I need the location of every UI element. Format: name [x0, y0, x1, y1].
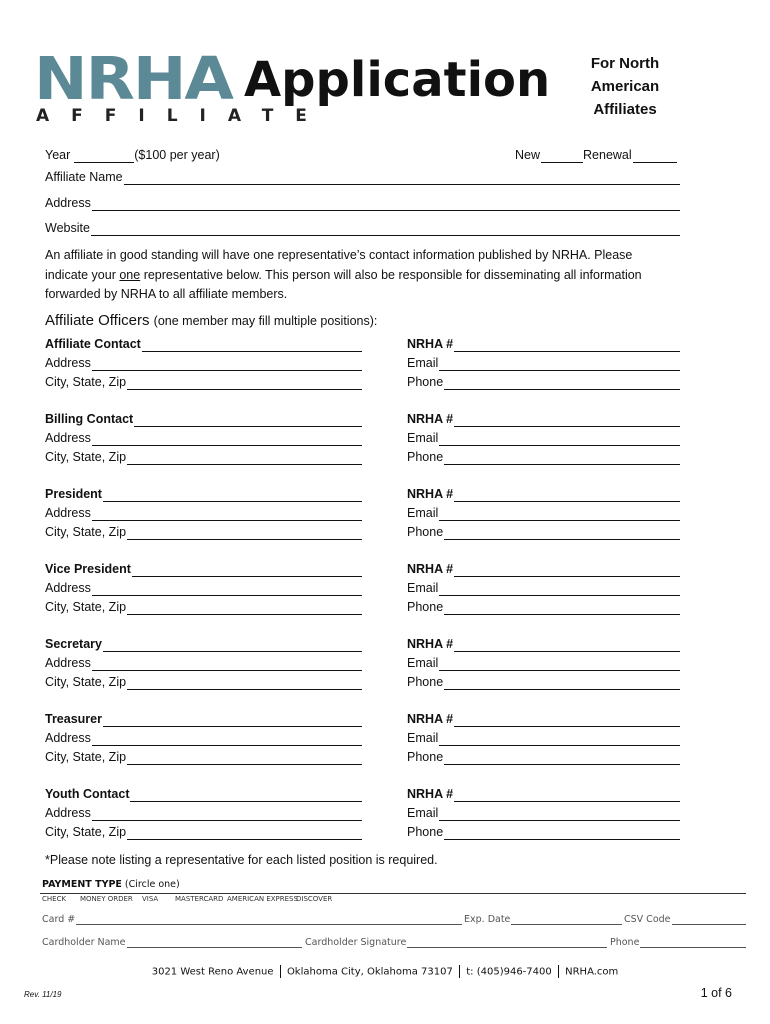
affiliate-contact-email-field[interactable]	[407, 356, 680, 371]
payment-type-discover[interactable]: DISCOVER	[296, 895, 333, 903]
payment-type-money-order[interactable]: MONEY ORDER	[80, 895, 133, 903]
affiliate-contact-city-state-zip-input-line[interactable]	[127, 377, 362, 390]
treasurer-name-label: Treasurer	[45, 712, 102, 726]
payment-type-amex[interactable]: AMERICAN EXPRESS	[227, 895, 298, 903]
treasurer-phone-field[interactable]	[407, 750, 680, 765]
president-phone-input-line[interactable]	[444, 527, 680, 540]
president-city-state-zip-label: City, State, Zip	[45, 525, 127, 539]
vice-president-address-field[interactable]	[45, 581, 362, 596]
affiliate-name-label: Affiliate Name	[45, 170, 123, 184]
footer-address: 3021 West Reno Avenue	[151, 966, 274, 978]
vice-president-nrha-number-input-line[interactable]	[454, 564, 680, 577]
cardholder-signature-label: Cardholder Signature	[305, 937, 407, 948]
treasurer-address-label: Address	[45, 731, 91, 745]
youth-contact-name-field[interactable]	[45, 787, 362, 802]
year-label: Year	[45, 148, 71, 162]
secretary-nrha-number-input-line[interactable]	[454, 639, 680, 652]
billing-contact-name-input-line[interactable]	[134, 414, 362, 427]
secretary-phone-label: Phone	[407, 675, 444, 689]
audience-line-1: For North	[590, 55, 660, 72]
secretary-address-field[interactable]	[45, 656, 362, 671]
payment-divider	[40, 893, 746, 894]
page-title: Application	[244, 52, 551, 108]
payment-heading	[42, 879, 180, 890]
exp-date-label: Exp. Date	[464, 914, 511, 925]
renewal-label: Renewal	[583, 148, 632, 162]
billing-contact-phone-field[interactable]	[407, 450, 680, 465]
president-email-field[interactable]	[407, 506, 680, 521]
address-input-line[interactable]	[92, 198, 680, 211]
affiliate-contact-name-label: Affiliate Contact	[45, 337, 141, 351]
year-input-line[interactable]	[74, 150, 134, 163]
officers-heading	[45, 312, 377, 329]
youth-contact-phone-label: Phone	[407, 825, 444, 839]
youth-contact-name-label: Youth Contact	[45, 787, 130, 801]
affiliate-contact-phone-field[interactable]	[407, 375, 680, 390]
affiliate-contact-nrha-number-input-line[interactable]	[454, 339, 680, 352]
vice-president-phone-label: Phone	[407, 600, 444, 614]
billing-contact-nrha-number-input-line[interactable]	[454, 414, 680, 427]
billing-contact-city-state-zip-field[interactable]	[45, 450, 362, 465]
vice-president-address-input-line[interactable]	[92, 583, 362, 596]
youth-contact-phone-input-line[interactable]	[444, 827, 680, 840]
cardholder-name-input-line[interactable]	[127, 938, 302, 948]
cardholder-phone-input-line[interactable]	[640, 938, 746, 948]
president-city-state-zip-field[interactable]	[45, 525, 362, 540]
president-city-state-zip-input-line[interactable]	[127, 527, 362, 540]
secretary-phone-input-line[interactable]	[444, 677, 680, 690]
vice-president-email-label: Email	[407, 581, 439, 595]
vice-president-city-state-zip-label: City, State, Zip	[45, 600, 127, 614]
officers-title: Affiliate Officers	[45, 312, 150, 329]
revision-label: Rev. 11/19	[24, 990, 62, 999]
vice-president-name-label: Vice President	[45, 562, 131, 576]
youth-contact-email-input-line[interactable]	[439, 808, 680, 821]
secretary-name-label: Secretary	[45, 637, 102, 651]
logo-affiliate: AFFILIATE	[36, 106, 329, 126]
secretary-city-state-zip-field[interactable]	[45, 675, 362, 690]
youth-contact-city-state-zip-field[interactable]	[45, 825, 362, 840]
president-address-field[interactable]	[45, 506, 362, 521]
affiliate-contact-email-input-line[interactable]	[439, 358, 680, 371]
president-nrha-number-field[interactable]	[407, 487, 680, 502]
billing-contact-city-state-zip-input-line[interactable]	[127, 452, 362, 465]
affiliate-contact-name-field[interactable]	[45, 337, 362, 352]
payment-heading-rest: (Circle one)	[121, 879, 180, 890]
youth-contact-nrha-number-input-line[interactable]	[454, 789, 680, 802]
youth-contact-nrha-number-label: NRHA #	[407, 787, 454, 801]
website-field[interactable]	[45, 221, 680, 236]
billing-contact-phone-label: Phone	[407, 450, 444, 464]
treasurer-address-field[interactable]	[45, 731, 362, 746]
cardholder-phone-label: Phone	[610, 937, 640, 948]
youth-contact-nrha-number-field[interactable]	[407, 787, 680, 802]
footer-contact	[0, 965, 770, 978]
affiliate-contact-address-field[interactable]	[45, 356, 362, 371]
cardholder-signature-input-line[interactable]	[407, 938, 607, 948]
renewal-input-line[interactable]	[633, 150, 677, 163]
affiliate-contact-city-state-zip-field[interactable]	[45, 375, 362, 390]
vice-president-name-input-line[interactable]	[132, 564, 362, 577]
year-fee: ($100 per year)	[134, 148, 220, 162]
required-note: *Please note listing a representative for each listed position is required.	[45, 853, 438, 867]
card-number-label: Card #	[42, 914, 76, 925]
vice-president-email-field[interactable]	[407, 581, 680, 596]
treasurer-city-state-zip-field[interactable]	[45, 750, 362, 765]
page-number: 1 of 6	[700, 986, 732, 1000]
footer-separator	[280, 965, 281, 978]
affiliate-contact-city-state-zip-label: City, State, Zip	[45, 375, 127, 389]
payment-type-check[interactable]: CHECK	[42, 895, 67, 903]
billing-contact-phone-input-line[interactable]	[444, 452, 680, 465]
president-address-label: Address	[45, 506, 91, 520]
new-renewal-field[interactable]	[515, 148, 677, 163]
vice-president-city-state-zip-input-line[interactable]	[127, 602, 362, 615]
cardholder-signature-field[interactable]	[305, 937, 607, 948]
cardholder-name-label: Cardholder Name	[42, 937, 126, 948]
affiliate-contact-nrha-number-field[interactable]	[407, 337, 680, 352]
secretary-city-state-zip-input-line[interactable]	[127, 677, 362, 690]
card-number-input-line[interactable]	[76, 915, 462, 925]
president-nrha-number-label: NRHA #	[407, 487, 454, 501]
intro-paragraph	[45, 246, 675, 305]
card-number-field[interactable]	[42, 914, 462, 925]
secretary-email-input-line[interactable]	[439, 658, 680, 671]
footer-separator	[459, 965, 460, 978]
president-name-label: President	[45, 487, 102, 501]
year-field[interactable]	[45, 148, 245, 163]
secretary-city-state-zip-label: City, State, Zip	[45, 675, 127, 689]
intro-text-2: representative below. This person will also be responsible for disseminating all information forwarded by NRHA to all affiliate members.	[45, 267, 642, 301]
exp-date-input-line[interactable]	[511, 915, 622, 925]
exp-date-field[interactable]	[464, 914, 622, 925]
payment-heading-bold: PAYMENT TYPE	[42, 879, 122, 890]
vice-president-nrha-number-field[interactable]	[407, 562, 680, 577]
footer-website[interactable]: NRHA.com	[565, 966, 619, 978]
new-label: New	[515, 148, 541, 162]
billing-contact-city-state-zip-label: City, State, Zip	[45, 450, 127, 464]
secretary-phone-field[interactable]	[407, 675, 680, 690]
vice-president-phone-field[interactable]	[407, 600, 680, 615]
treasurer-name-input-line[interactable]	[103, 714, 362, 727]
secretary-name-field[interactable]	[45, 637, 362, 652]
treasurer-address-input-line[interactable]	[92, 733, 362, 746]
youth-contact-city-state-zip-input-line[interactable]	[127, 827, 362, 840]
affiliate-contact-phone-input-line[interactable]	[444, 377, 680, 390]
treasurer-name-field[interactable]	[45, 712, 362, 727]
audience-line-2: American	[590, 78, 660, 95]
billing-contact-email-label: Email	[407, 431, 439, 445]
treasurer-email-label: Email	[407, 731, 439, 745]
intro-underlined: one	[119, 267, 141, 282]
cardholder-name-field[interactable]	[42, 937, 302, 948]
vice-president-nrha-number-label: NRHA #	[407, 562, 454, 576]
secretary-name-input-line[interactable]	[103, 639, 362, 652]
billing-contact-address-input-line[interactable]	[92, 433, 362, 446]
intro-text-1: An affiliate in good standing will have one representative’s contact information published by NRHA. Please indicate your	[45, 248, 633, 282]
youth-contact-phone-field[interactable]	[407, 825, 680, 840]
treasurer-nrha-number-label: NRHA #	[407, 712, 454, 726]
president-name-input-line[interactable]	[103, 489, 362, 502]
secretary-email-field[interactable]	[407, 656, 680, 671]
billing-contact-nrha-number-field[interactable]	[407, 412, 680, 427]
youth-contact-email-label: Email	[407, 806, 439, 820]
youth-contact-address-field[interactable]	[45, 806, 362, 821]
billing-contact-name-label: Billing Contact	[45, 412, 134, 426]
audience-line-3: Affiliates	[593, 101, 657, 118]
csv-code-label: CSV Code	[624, 914, 671, 925]
treasurer-nrha-number-field[interactable]	[407, 712, 680, 727]
footer-phone: t: (405)946-7400	[466, 966, 552, 978]
affiliate-name-field[interactable]	[45, 170, 680, 185]
address-label: Address	[45, 196, 91, 210]
secretary-address-input-line[interactable]	[92, 658, 362, 671]
president-phone-label: Phone	[407, 525, 444, 539]
vice-president-city-state-zip-field[interactable]	[45, 600, 362, 615]
secretary-nrha-number-field[interactable]	[407, 637, 680, 652]
president-email-input-line[interactable]	[439, 508, 680, 521]
secretary-nrha-number-label: NRHA #	[407, 637, 454, 651]
president-address-input-line[interactable]	[92, 508, 362, 521]
vice-president-address-label: Address	[45, 581, 91, 595]
payment-type-mastercard[interactable]: MASTERCARD	[175, 895, 224, 903]
treasurer-email-input-line[interactable]	[439, 733, 680, 746]
youth-contact-email-field[interactable]	[407, 806, 680, 821]
footer-city: Oklahoma City, Oklahoma 73107	[286, 966, 453, 978]
audience-label	[570, 52, 680, 121]
president-phone-field[interactable]	[407, 525, 680, 540]
youth-contact-city-state-zip-label: City, State, Zip	[45, 825, 127, 839]
affiliate-contact-address-input-line[interactable]	[92, 358, 362, 371]
new-input-line[interactable]	[541, 150, 583, 163]
affiliate-contact-nrha-number-label: NRHA #	[407, 337, 454, 351]
affiliate-contact-phone-label: Phone	[407, 375, 444, 389]
secretary-address-label: Address	[45, 656, 91, 670]
vice-president-email-input-line[interactable]	[439, 583, 680, 596]
president-nrha-number-input-line[interactable]	[454, 489, 680, 502]
secretary-email-label: Email	[407, 656, 439, 670]
address-field[interactable]	[45, 196, 680, 211]
president-email-label: Email	[407, 506, 439, 520]
affiliate-contact-address-label: Address	[45, 356, 91, 370]
billing-contact-email-field[interactable]	[407, 431, 680, 446]
billing-contact-nrha-number-label: NRHA #	[407, 412, 454, 426]
csv-code-field[interactable]	[624, 914, 746, 925]
vice-president-name-field[interactable]	[45, 562, 362, 577]
officers-subtitle: (one member may fill multiple positions):	[153, 314, 378, 328]
cardholder-phone-field[interactable]	[610, 937, 746, 948]
csv-code-input-line[interactable]	[672, 915, 746, 925]
affiliate-contact-email-label: Email	[407, 356, 439, 370]
vice-president-phone-input-line[interactable]	[444, 602, 680, 615]
treasurer-phone-label: Phone	[407, 750, 444, 764]
affiliate-contact-name-input-line[interactable]	[142, 339, 362, 352]
footer-separator	[558, 965, 559, 978]
billing-contact-name-field[interactable]	[45, 412, 362, 427]
treasurer-city-state-zip-label: City, State, Zip	[45, 750, 127, 764]
youth-contact-address-input-line[interactable]	[92, 808, 362, 821]
treasurer-email-field[interactable]	[407, 731, 680, 746]
youth-contact-name-input-line[interactable]	[130, 789, 362, 802]
treasurer-city-state-zip-input-line[interactable]	[127, 752, 362, 765]
billing-contact-address-field[interactable]	[45, 431, 362, 446]
website-input-line[interactable]	[91, 223, 680, 236]
treasurer-nrha-number-input-line[interactable]	[454, 714, 680, 727]
payment-type-visa[interactable]: VISA	[142, 895, 159, 903]
billing-contact-address-label: Address	[45, 431, 91, 445]
treasurer-phone-input-line[interactable]	[444, 752, 680, 765]
website-label: Website	[45, 221, 90, 235]
affiliate-name-input-line[interactable]	[124, 172, 680, 185]
logo-nrha: NRHA	[34, 45, 232, 114]
billing-contact-email-input-line[interactable]	[439, 433, 680, 446]
youth-contact-address-label: Address	[45, 806, 91, 820]
president-name-field[interactable]	[45, 487, 362, 502]
